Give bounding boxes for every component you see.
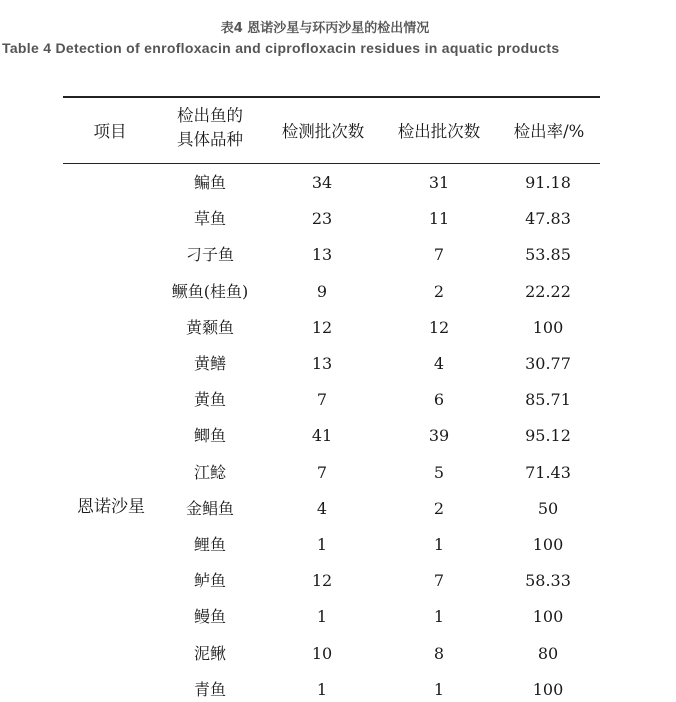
cell-detected: 12 <box>428 317 450 337</box>
cell-tested: 4 <box>316 498 328 518</box>
cell-detected: 31 <box>428 173 450 192</box>
cell-rate: 100 <box>532 535 564 554</box>
cell-species: 草鱼 <box>193 209 226 229</box>
header-species-line2: 具体品种 <box>177 130 243 149</box>
cell-rate: 50 <box>537 498 559 518</box>
cell-species: 鳊鱼 <box>193 173 226 192</box>
cell-rate: 91.18 <box>525 173 571 192</box>
cell-tested: 10 <box>311 643 333 663</box>
cell-species: 鲈鱼 <box>193 571 226 591</box>
cell-detected: 4 <box>433 354 445 373</box>
cell-rate: 22.22 <box>525 281 571 301</box>
cell-detected: 7 <box>433 571 445 591</box>
cell-tested: 41 <box>311 426 333 446</box>
cell-tested: 23 <box>311 209 333 229</box>
cell-rate: 53.85 <box>525 245 571 265</box>
cell-rate: 100 <box>532 317 564 337</box>
cell-detected: 11 <box>428 209 450 229</box>
cell-species: 泥鳅 <box>193 643 226 663</box>
table-top-rule <box>63 96 600 98</box>
table-caption-english: Table 4 Detection of enrofloxacin and ciprofloxacin residues in aquatic products <box>2 40 560 56</box>
cell-species: 鲤鱼 <box>193 535 226 554</box>
cell-detected: 1 <box>433 607 445 627</box>
cell-detected: 1 <box>433 535 445 554</box>
cell-rate: 100 <box>532 607 564 627</box>
cell-species: 黄鱼 <box>193 390 226 410</box>
table-caption-chinese: 表4 恩诺沙星与环丙沙星的检出情况 <box>220 21 430 36</box>
cell-detected: 39 <box>428 426 450 446</box>
cell-rate: 30.77 <box>525 354 571 373</box>
header-item: 项目 <box>93 122 127 141</box>
cell-species: 刁子鱼 <box>185 245 234 265</box>
cell-detected: 1 <box>433 679 445 699</box>
header-species-line1: 检出鱼的 <box>177 106 243 125</box>
cell-tested: 13 <box>311 245 333 265</box>
cell-detected: 8 <box>433 643 445 663</box>
cell-rate: 95.12 <box>525 426 571 446</box>
cell-species: 黄颡鱼 <box>185 317 234 337</box>
cell-rate: 85.71 <box>525 390 571 410</box>
cell-detected: 2 <box>433 498 445 518</box>
cell-tested: 13 <box>311 354 333 373</box>
cell-detected: 5 <box>433 462 445 482</box>
cell-species: 鳜鱼(桂鱼) <box>171 281 249 301</box>
cell-species: 黄鳝 <box>193 354 226 373</box>
cell-tested: 12 <box>311 317 333 337</box>
cell-rate: 47.83 <box>525 209 571 229</box>
cell-tested: 1 <box>316 535 328 554</box>
cell-species: 江鲶 <box>193 462 226 482</box>
cell-rate: 71.43 <box>525 462 571 482</box>
cell-tested: 7 <box>316 462 328 482</box>
cell-tested: 7 <box>316 390 328 410</box>
table-header-rule <box>63 163 600 164</box>
cell-tested: 1 <box>316 607 328 627</box>
cell-species: 青鱼 <box>193 679 226 699</box>
drug-label: 恩诺沙星 <box>77 497 145 517</box>
cell-rate: 58.33 <box>525 571 571 591</box>
header-tested-batches: 检测批次数 <box>281 122 365 141</box>
header-species <box>160 104 260 152</box>
header-detected-batches: 检出批次数 <box>397 122 481 141</box>
cell-species: 鳗鱼 <box>193 607 226 627</box>
cell-rate: 100 <box>532 679 564 699</box>
cell-detected: 6 <box>433 390 445 410</box>
cell-rate: 80 <box>537 643 559 663</box>
header-detection-rate: 检出率/% <box>513 122 585 141</box>
cell-tested: 12 <box>311 571 333 591</box>
cell-tested: 34 <box>311 173 333 192</box>
cell-tested: 1 <box>316 679 328 699</box>
cell-tested: 9 <box>316 281 328 301</box>
cell-species: 金鲳鱼 <box>185 498 234 518</box>
cell-species: 鲫鱼 <box>193 426 226 446</box>
cell-detected: 2 <box>433 281 445 301</box>
cell-detected: 7 <box>433 245 445 265</box>
